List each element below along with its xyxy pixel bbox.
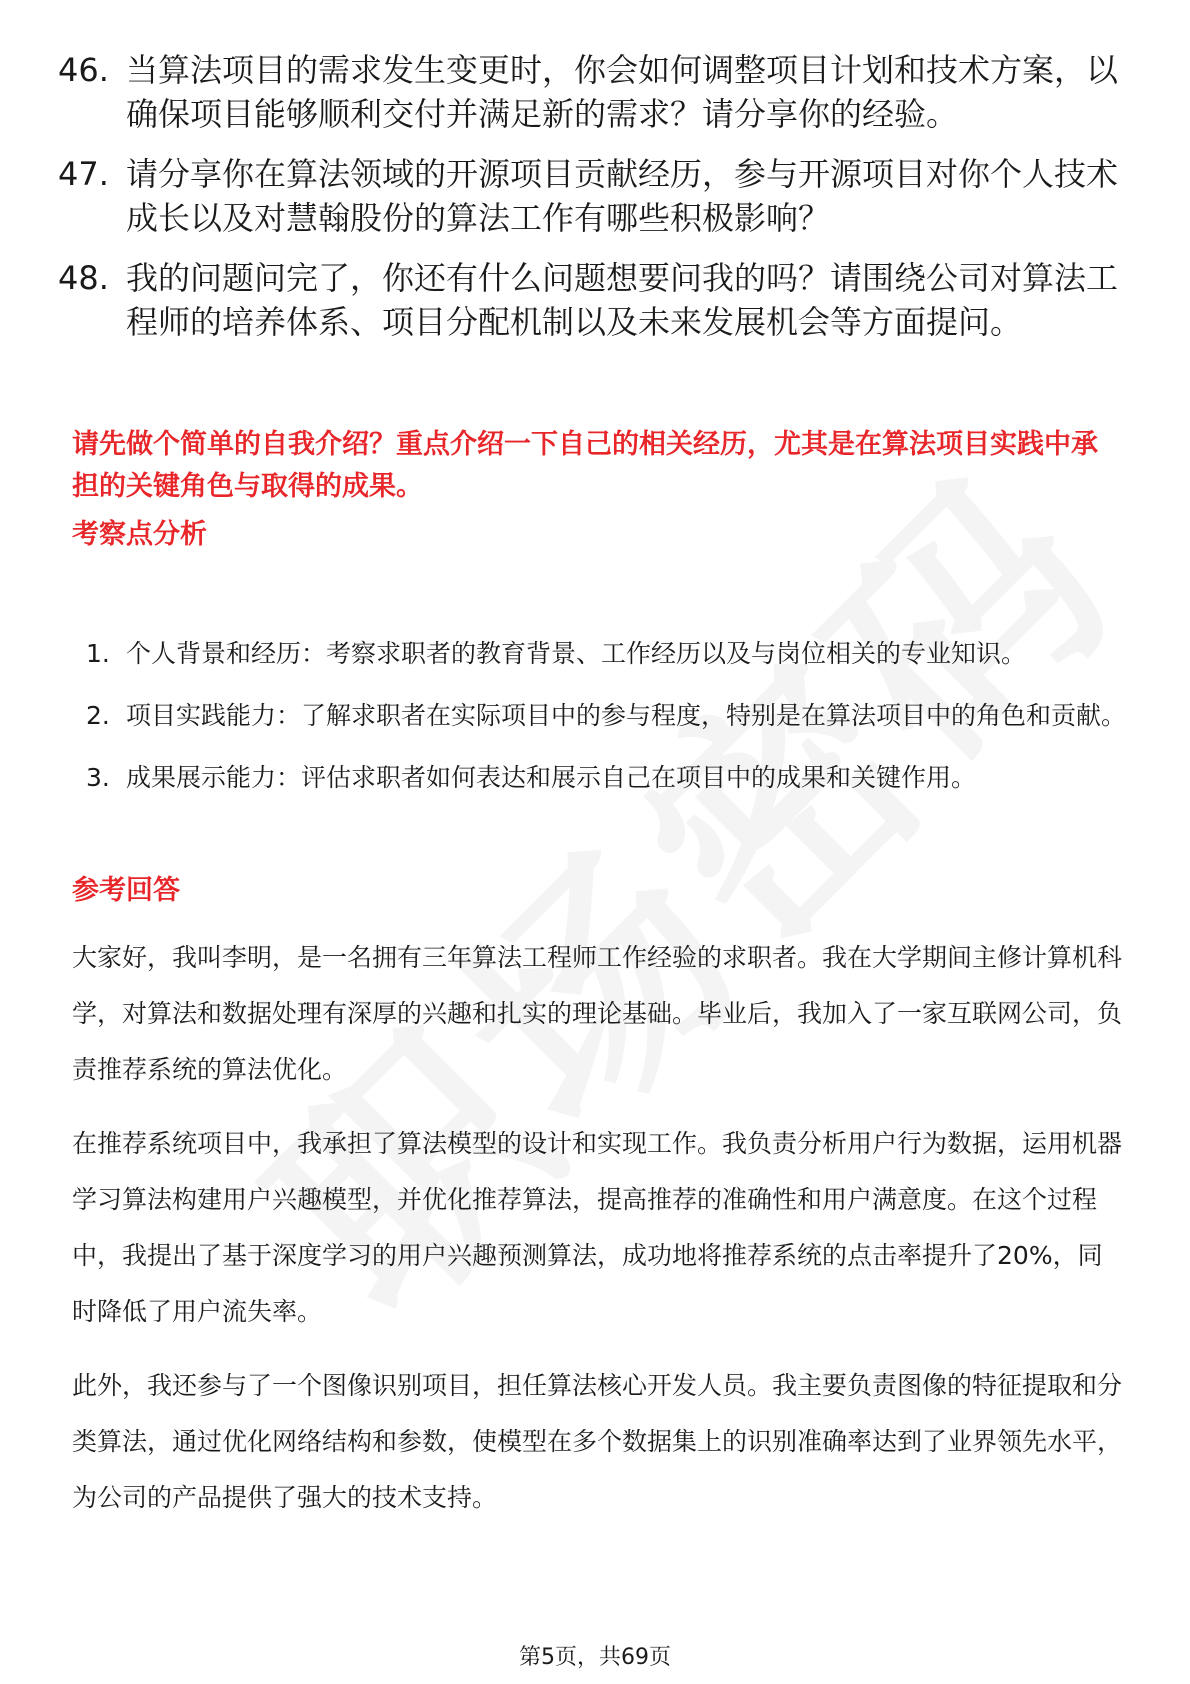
analysis-list — [86, 626, 1126, 812]
analysis-number: 2. — [86, 701, 110, 730]
highlight-question: 请先做个简单的自我介绍？重点介绍一下自己的相关经历，尤其是在算法项目实践中承担的关键角色与取得的成果。 — [72, 429, 1098, 502]
question-item — [58, 152, 1138, 240]
analysis-number: 1. — [86, 639, 110, 668]
question-text: 请分享你在算法领域的开源项目贡献经历，参与开源项目对你个人技术成长以及对慧翰股份的算法工作有哪些积极影响？ — [126, 155, 1119, 237]
question-item — [58, 48, 1138, 136]
question-number: 46. — [58, 51, 109, 89]
question-text: 当算法项目的需求发生变更时，你会如何调整项目计划和技术方案，以确保项目能够顺利交付并满足新的需求？请分享你的经验。 — [126, 51, 1119, 133]
analysis-text: 成果展示能力：评估求职者如何表达和展示自己在项目中的成果和关键作用。 — [126, 763, 977, 792]
analysis-heading: 考察点分析 — [72, 519, 207, 550]
answer-paragraph: 此外，我还参与了一个图像识别项目，担任算法核心开发人员。我主要负责图像的特征提取和分类算法，通过优化网络结构和参数，使模型在多个数据集上的识别准确率达到了业界领先水平，为公司的产品提供了强大的技术支持。 — [72, 1371, 1123, 1512]
analysis-item — [86, 626, 1126, 682]
answer-paragraph: 在推荐系统项目中，我承担了算法模型的设计和实现工作。我负责分析用户行为数据，运用机器学习算法构建用户兴趣模型，并优化推荐算法，提高推荐的准确性和用户满意度。在这个过程中，我提出了基于深度学习的用户兴趣预测算法，成功地将推荐系统的点击率提升了20%，同时降低了用户流失率。 — [72, 1129, 1123, 1326]
analysis-number: 3. — [86, 763, 110, 792]
analysis-item — [86, 750, 1126, 806]
question-item — [58, 256, 1138, 344]
question-number: 48. — [58, 259, 109, 297]
analysis-item — [86, 688, 1126, 744]
page-footer: 第5页，共69页 — [519, 1645, 671, 1670]
question-text: 我的问题问完了，你还有什么问题想要问我的吗？请围绕公司对算法工程师的培养体系、项目分配机制以及未来发展机会等方面提问。 — [126, 259, 1119, 341]
answer-paragraph: 大家好，我叫李明，是一名拥有三年算法工程师工作经验的求职者。我在大学期间主修计算机科学，对算法和数据处理有深厚的兴趣和扎实的理论基础。毕业后，我加入了一家互联网公司，负责推荐系统的算法优化。 — [72, 943, 1123, 1084]
question-list — [58, 48, 1138, 360]
question-number: 47. — [58, 155, 109, 193]
analysis-text: 项目实践能力：了解求职者在实际项目中的参与程度，特别是在算法项目中的角色和贡献。 — [126, 701, 1127, 730]
answer-heading: 参考回答 — [72, 875, 180, 906]
analysis-text: 个人背景和经历：考察求职者的教育背景、工作经历以及与岗位相关的专业知识。 — [126, 639, 1027, 668]
